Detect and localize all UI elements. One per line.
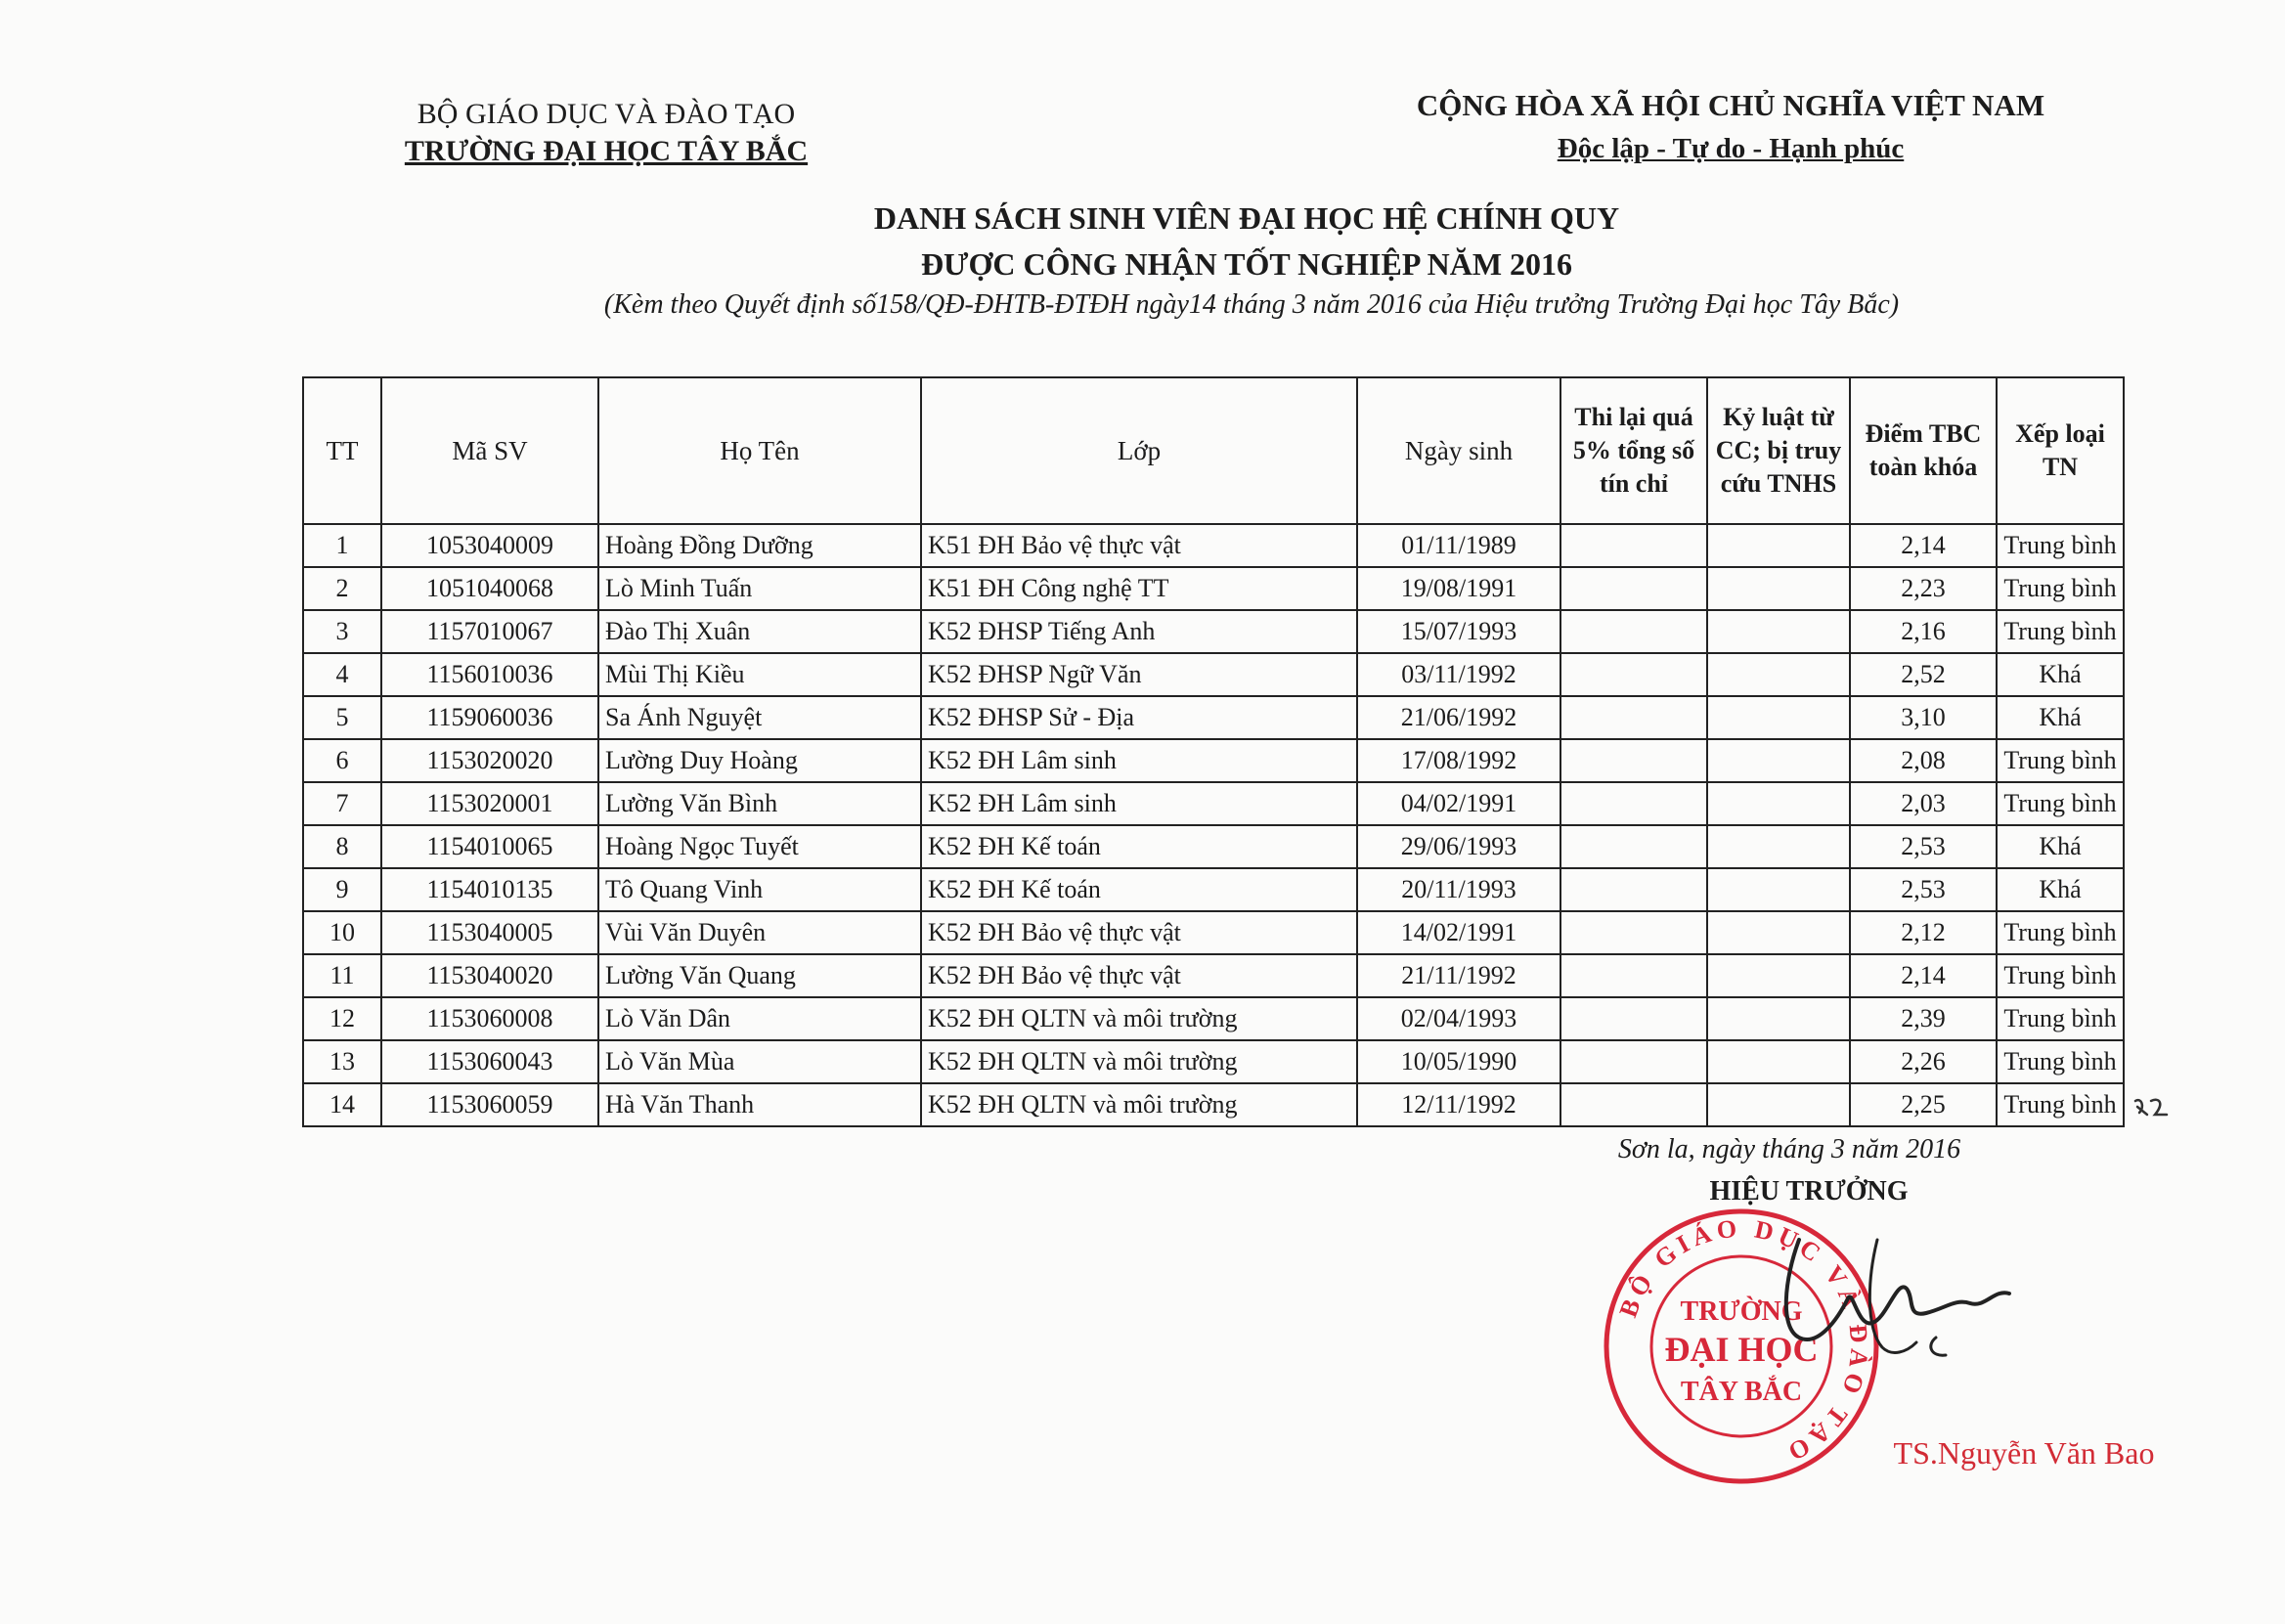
cell-xep-loai: Trung bình [1997,911,2124,954]
right-header [1388,84,2073,170]
cell-ho-ten: Đào Thị Xuân [598,610,921,653]
cell-diem: 3,10 [1850,696,1997,739]
col-header-ngay-sinh: Ngày sinh [1357,377,1560,524]
cell-ky-luat [1707,610,1850,653]
cell-thi-lai [1560,782,1707,825]
cell-ma-sv: 1157010067 [381,610,598,653]
cell-ma-sv: 1154010135 [381,868,598,911]
table-row [303,567,2124,610]
cell-lop: K51 ĐH Công nghệ TT [921,567,1357,610]
cell-ngay-sinh: 14/02/1991 [1357,911,1560,954]
cell-ky-luat [1707,954,1850,997]
cell-ma-sv: 1153040005 [381,911,598,954]
cell-ky-luat [1707,1040,1850,1083]
cell-lop: K52 ĐH QLTN và môi trường [921,997,1357,1040]
cell-ngay-sinh: 20/11/1993 [1357,868,1560,911]
cell-ma-sv: 1153060008 [381,997,598,1040]
cell-diem: 2,03 [1850,782,1997,825]
document-subtitle: (Kèm theo Quyết định số158/QĐ-ĐHTB-ĐTĐH ngày14 tháng 3 năm 2016 của Hiệu trưởng Trường Đại học Tây Bắc) [603,289,1900,320]
cell-xep-loai: Trung bình [1997,567,2124,610]
cell-ma-sv: 1153020020 [381,739,598,782]
cell-thi-lai [1560,1083,1707,1126]
cell-ngay-sinh: 17/08/1992 [1357,739,1560,782]
cell-ky-luat [1707,868,1850,911]
cell-ho-ten: Mùi Thị Kiều [598,653,921,696]
cell-lop: K52 ĐH Lâm sinh [921,739,1357,782]
cell-xep-loai: Trung bình [1997,782,2124,825]
cell-ky-luat [1707,696,1850,739]
cell-diem: 2,25 [1850,1083,1997,1126]
cell-tt: 13 [303,1040,381,1083]
stamp-line2: ĐẠI HỌC [1664,1330,1819,1369]
cell-xep-loai: Khá [1997,696,2124,739]
cell-ho-ten: Lò Minh Tuấn [598,567,921,610]
table-row [303,524,2124,567]
cell-tt: 3 [303,610,381,653]
col-header-ho-ten: Họ Tên [598,377,921,524]
cell-tt: 8 [303,825,381,868]
cell-diem: 2,53 [1850,868,1997,911]
cell-ma-sv: 1051040068 [381,567,598,610]
cell-diem: 2,14 [1850,524,1997,567]
cell-tt: 11 [303,954,381,997]
stamp-line3: TÂY BẮC [1680,1377,1803,1407]
cell-xep-loai: Trung bình [1997,524,2124,567]
cell-diem: 2,52 [1850,653,1997,696]
col-header-ky-luat: Kỷ luật từ CC; bị truy cứu TNHS [1707,377,1850,524]
cell-ho-ten: Lường Văn Bình [598,782,921,825]
cell-xep-loai: Trung bình [1997,1083,2124,1126]
cell-tt: 4 [303,653,381,696]
cell-ma-sv: 1053040009 [381,524,598,567]
cell-ngay-sinh: 04/02/1991 [1357,782,1560,825]
cell-ho-ten: Vùi Văn Duyên [598,911,921,954]
cell-diem: 2,26 [1850,1040,1997,1083]
cell-diem: 2,53 [1850,825,1997,868]
table-row [303,696,2124,739]
col-header-tt: TT [303,377,381,524]
cell-tt: 6 [303,739,381,782]
cell-ngay-sinh: 10/05/1990 [1357,1040,1560,1083]
table-row [303,911,2124,954]
cell-lop: K52 ĐHSP Tiếng Anh [921,610,1357,653]
cell-thi-lai [1560,997,1707,1040]
cell-lop: K52 ĐH Kế toán [921,825,1357,868]
graduates-table [302,376,2125,1127]
cell-tt: 10 [303,911,381,954]
cell-ho-ten: Hà Văn Thanh [598,1083,921,1126]
cell-ky-luat [1707,825,1850,868]
cell-lop: K52 ĐH Bảo vệ thực vật [921,954,1357,997]
cell-ma-sv: 1153040020 [381,954,598,997]
cell-thi-lai [1560,524,1707,567]
cell-ho-ten: Lò Văn Dân [598,997,921,1040]
col-header-lop: Lớp [921,377,1357,524]
cell-tt: 7 [303,782,381,825]
cell-ngay-sinh: 21/11/1992 [1357,954,1560,997]
cell-lop: K52 ĐHSP Ngữ Văn [921,653,1357,696]
cell-ky-luat [1707,911,1850,954]
table-row [303,825,2124,868]
cell-thi-lai [1560,653,1707,696]
country-name: CỘNG HÒA XÃ HỘI CHỦ NGHĨA VIỆT NAM [1416,88,2045,122]
cell-lop: K52 ĐH Bảo vệ thực vật [921,911,1357,954]
document-title-line2: ĐƯỢC CÔNG NHẬN TỐT NGHIỆP NĂM 2016 [920,246,1573,282]
cell-ngay-sinh: 19/08/1991 [1357,567,1560,610]
handwritten-signature [1760,1220,2014,1377]
cell-ho-ten: Hoàng Đồng Dưỡng [598,524,921,567]
cell-diem: 2,14 [1850,954,1997,997]
cell-ky-luat [1707,653,1850,696]
cell-xep-loai: Khá [1997,868,2124,911]
cell-diem: 2,16 [1850,610,1997,653]
cell-ky-luat [1707,1083,1850,1126]
col-header-thi-lai: Thi lại quá 5% tổng số tín chỉ [1560,377,1707,524]
col-header-ma-sv: Mã SV [381,377,598,524]
cell-xep-loai: Trung bình [1997,954,2124,997]
cell-ho-ten: Lường Duy Hoàng [598,739,921,782]
cell-tt: 1 [303,524,381,567]
cell-ma-sv: 1153060059 [381,1083,598,1126]
cell-ma-sv: 1154010065 [381,825,598,868]
cell-diem: 2,08 [1850,739,1997,782]
cell-ngay-sinh: 01/11/1989 [1357,524,1560,567]
signer-title: HIỆU TRƯỞNG [1709,1176,1909,1207]
cell-ma-sv: 1159060036 [381,696,598,739]
cell-xep-loai: Trung bình [1997,610,2124,653]
cell-ngay-sinh: 02/04/1993 [1357,997,1560,1040]
cell-lop: K52 ĐH QLTN và môi trường [921,1083,1357,1126]
cell-xep-loai: Trung bình [1997,997,2124,1040]
table-row [303,997,2124,1040]
table-row [303,954,2124,997]
cell-xep-loai: Khá [1997,825,2124,868]
table-row [303,739,2124,782]
cell-thi-lai [1560,610,1707,653]
cell-lop: K52 ĐH Lâm sinh [921,782,1357,825]
cell-thi-lai [1560,911,1707,954]
cell-thi-lai [1560,868,1707,911]
university-name: TRƯỜNG ĐẠI HỌC TÂY BẮC [404,135,809,167]
table-row [303,1083,2124,1126]
cell-thi-lai [1560,696,1707,739]
ministry-name: BỘ GIÁO DỤC VÀ ĐÀO TẠO [417,98,796,130]
cell-lop: K52 ĐH QLTN và môi trường [921,1040,1357,1083]
cell-xep-loai: Trung bình [1997,739,2124,782]
cell-ngay-sinh: 12/11/1992 [1357,1083,1560,1126]
stamp-line1: TRƯỜNG [1680,1296,1803,1327]
signing-place-date: Sơn la, ngày tháng 3 năm 2016 [1617,1134,1961,1164]
cell-ngay-sinh: 03/11/1992 [1357,653,1560,696]
cell-tt: 14 [303,1083,381,1126]
cell-thi-lai [1560,567,1707,610]
cell-ho-ten: Hoàng Ngọc Tuyết [598,825,921,868]
cell-ho-ten: Lường Văn Quang [598,954,921,997]
cell-thi-lai [1560,825,1707,868]
cell-xep-loai: Khá [1997,653,2124,696]
cell-ngay-sinh: 21/06/1992 [1357,696,1560,739]
cell-ho-ten: Tô Quang Vinh [598,868,921,911]
cell-ky-luat [1707,782,1850,825]
signer-name: TS.Nguyễn Văn Bao [1893,1435,2155,1470]
national-motto: Độc lập - Tự do - Hạnh phúc [1557,133,1905,164]
cell-ky-luat [1707,997,1850,1040]
document-title-line1: DANH SÁCH SINH VIÊN ĐẠI HỌC HỆ CHÍNH QUY [873,200,1620,236]
cell-tt: 2 [303,567,381,610]
margin-mark [2131,1095,2171,1120]
table-row [303,782,2124,825]
cell-ky-luat [1707,739,1850,782]
cell-xep-loai: Trung bình [1997,1040,2124,1083]
cell-tt: 12 [303,997,381,1040]
cell-ho-ten: Lò Văn Mùa [598,1040,921,1083]
cell-diem: 2,12 [1850,911,1997,954]
cell-thi-lai [1560,954,1707,997]
table-header-row [303,377,2124,524]
cell-ho-ten: Sa Ánh Nguyệt [598,696,921,739]
cell-lop: K51 ĐH Bảo vệ thực vật [921,524,1357,567]
col-header-diem: Điểm TBC toàn khóa [1850,377,1997,524]
cell-ma-sv: 1156010036 [381,653,598,696]
left-header [372,96,841,170]
cell-thi-lai [1560,1040,1707,1083]
col-header-xep-loai: Xếp loại TN [1997,377,2124,524]
cell-ngay-sinh: 29/06/1993 [1357,825,1560,868]
table-row [303,653,2124,696]
table-row [303,1040,2124,1083]
cell-ky-luat [1707,567,1850,610]
cell-ngay-sinh: 15/07/1993 [1357,610,1560,653]
table-row [303,610,2124,653]
cell-tt: 9 [303,868,381,911]
cell-ma-sv: 1153060043 [381,1040,598,1083]
cell-lop: K52 ĐH Kế toán [921,868,1357,911]
cell-ky-luat [1707,524,1850,567]
cell-ma-sv: 1153020001 [381,782,598,825]
cell-diem: 2,23 [1850,567,1997,610]
cell-tt: 5 [303,696,381,739]
cell-thi-lai [1560,739,1707,782]
table-row [303,868,2124,911]
stamp-ring-text: BỘ GIÁO DỤC VÀ ĐÀO TẠO [1613,1213,1874,1469]
cell-lop: K52 ĐHSP Sử - Địa [921,696,1357,739]
cell-diem: 2,39 [1850,997,1997,1040]
